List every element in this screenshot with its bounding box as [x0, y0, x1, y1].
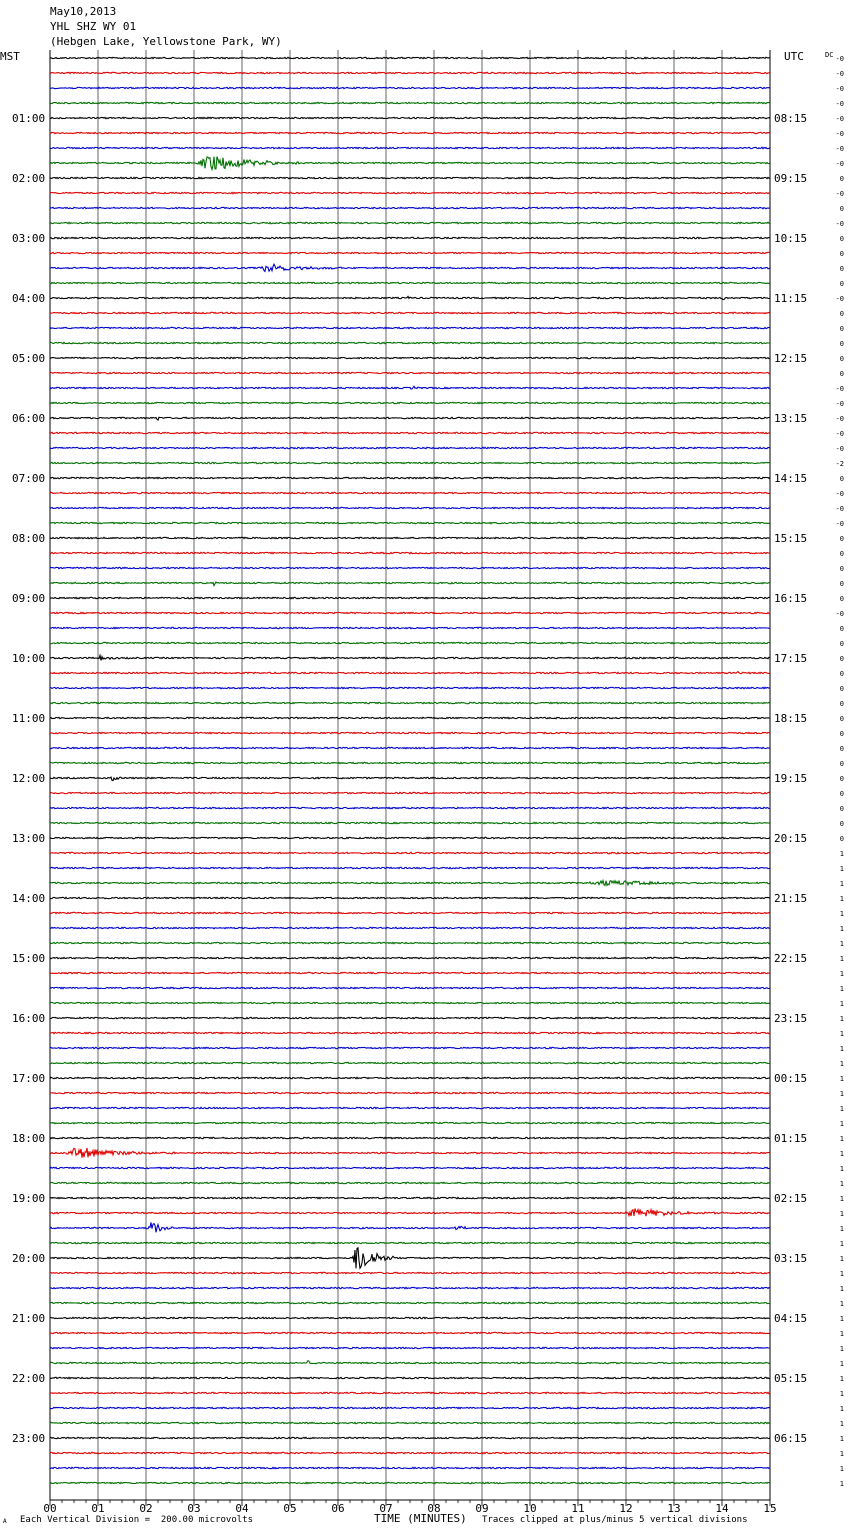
trace-line [50, 612, 770, 613]
dc-offset-value: 0 [839, 565, 844, 573]
x-tick-label: 00 [43, 1502, 57, 1515]
trace-line [50, 732, 770, 733]
dc-offset-value: 0 [839, 475, 844, 483]
trace-line [50, 822, 770, 823]
trace-line [50, 1347, 770, 1348]
dc-offset-value: 1 [839, 850, 844, 858]
dc-offset-value: -0 [835, 100, 844, 108]
right-axis-label: UTC [784, 50, 804, 63]
mst-hour-label: 07:00 [12, 472, 46, 485]
dc-offset-value: 1 [839, 1465, 844, 1473]
trace-line [50, 72, 770, 73]
dc-offset-value: -0 [835, 610, 844, 618]
dc-offset-value: -0 [835, 430, 844, 438]
trace-line [50, 881, 770, 886]
trace-line [50, 342, 770, 343]
utc-hour-label: 08:15 [774, 112, 808, 125]
utc-hour-label: 17:15 [774, 652, 808, 665]
dc-offset-value: 0 [839, 760, 844, 768]
trace-line [50, 1107, 770, 1108]
trace-line [50, 1148, 770, 1158]
station-location: (Hebgen Lake, Yellowstone Park, WY) [50, 35, 282, 48]
dc-offset-value: -0 [835, 130, 844, 138]
dc-offset-value: 1 [839, 1315, 844, 1323]
trace-line [50, 792, 770, 793]
dc-offset-value: 1 [839, 865, 844, 873]
scale-note: Each Vertical Division = 200.00 microvolts [20, 1515, 253, 1525]
dc-offset-value: 1 [839, 910, 844, 918]
dc-offset-value: 1 [839, 1090, 844, 1098]
mst-hour-label: 23:00 [12, 1432, 46, 1445]
trace-line [50, 762, 770, 763]
trace-line [50, 957, 770, 958]
dc-offset-value: 0 [839, 685, 844, 693]
dc-offset-value: 1 [839, 1300, 844, 1308]
trace-line [50, 1272, 770, 1273]
mst-hour-label: 01:00 [12, 112, 46, 125]
trace-line [50, 117, 770, 118]
trace-line [50, 852, 770, 854]
dc-offset-value: 1 [839, 1060, 844, 1068]
trace-line [50, 1437, 770, 1438]
trace-line [50, 1047, 770, 1048]
trace-line [50, 1482, 770, 1483]
mst-hour-label: 04:00 [12, 292, 46, 305]
dc-offset-value: 0 [839, 265, 844, 273]
mst-hour-label: 06:00 [12, 412, 46, 425]
utc-hour-label: 22:15 [774, 952, 808, 965]
trace-line [50, 1452, 770, 1453]
trace-line [50, 462, 770, 463]
dc-offset-value: 1 [839, 1255, 844, 1263]
dc-offset-value: -0 [835, 160, 844, 168]
trace-line [50, 432, 770, 433]
dc-offset-value: 1 [839, 1000, 844, 1008]
trace-line [50, 417, 770, 420]
dc-offset-value: -0 [835, 505, 844, 513]
dc-offset-value: 1 [839, 1435, 844, 1443]
trace-line [50, 1032, 770, 1033]
trace-line [50, 1392, 770, 1393]
trace-line [50, 264, 770, 271]
trace-line [50, 1377, 770, 1378]
dc-offset-value: 1 [839, 1195, 844, 1203]
dc-offset-value: -0 [835, 445, 844, 453]
trace-line [50, 1077, 770, 1078]
trace-line [50, 237, 770, 238]
utc-hour-label: 15:15 [774, 532, 808, 545]
mst-hour-label: 11:00 [12, 712, 46, 725]
dc-offset-value: 1 [839, 1015, 844, 1023]
trace-line [50, 627, 770, 628]
dc-offset-value: -0 [835, 295, 844, 303]
utc-hour-label: 09:15 [774, 172, 808, 185]
trace-line [50, 1222, 770, 1232]
dc-offset-value: 1 [839, 1210, 844, 1218]
dc-offset-value: -0 [835, 520, 844, 528]
mst-hour-label: 12:00 [12, 772, 46, 785]
x-tick-label: 12 [619, 1502, 633, 1515]
dc-offset-value: 0 [839, 835, 844, 843]
dc-offset-value: 1 [839, 1360, 844, 1368]
trace-line [50, 1062, 770, 1063]
mst-hour-label: 10:00 [12, 652, 46, 665]
trace-line [50, 927, 770, 928]
trace-line [50, 252, 770, 253]
utc-hour-label: 14:15 [774, 472, 808, 485]
mst-hour-label: 19:00 [12, 1192, 46, 1205]
utc-hour-label: 18:15 [774, 712, 808, 725]
dc-offset-value: 0 [839, 280, 844, 288]
dc-offset-value: 1 [839, 985, 844, 993]
dc-offset-value: -0 [835, 400, 844, 408]
trace-line [50, 672, 770, 674]
dc-offset-value: 0 [839, 340, 844, 348]
mst-hour-label: 03:00 [12, 232, 46, 245]
dc-offset-value: 0 [839, 310, 844, 318]
dc-offset-value: 1 [839, 1420, 844, 1428]
trace-line [50, 1302, 770, 1303]
trace-line [50, 1361, 770, 1364]
trace-line [50, 1242, 770, 1243]
trace-line [50, 1122, 770, 1123]
dc-offset-value: 1 [839, 1150, 844, 1158]
dc-offset-value: -0 [835, 70, 844, 78]
mst-hour-label: 22:00 [12, 1372, 46, 1385]
trace-line [50, 987, 770, 988]
x-tick-label: 10 [523, 1502, 537, 1515]
traces [50, 57, 770, 1483]
dc-offset-value: -0 [835, 490, 844, 498]
dc-offset-value: 1 [839, 1165, 844, 1173]
trace-line [50, 942, 770, 943]
trace-line [50, 477, 770, 478]
dc-offset-value: -0 [835, 385, 844, 393]
trace-line [50, 102, 770, 103]
mst-hour-label: 17:00 [12, 1072, 46, 1085]
dc-offset-value: 1 [839, 1375, 844, 1383]
utc-hour-label: 20:15 [774, 832, 808, 845]
mst-hour-label: 09:00 [12, 592, 46, 605]
utc-hour-label: 19:15 [774, 772, 808, 785]
dc-offset-value: 1 [839, 1225, 844, 1233]
axis-labels [0, 50, 844, 1515]
mst-hour-label: 20:00 [12, 1252, 46, 1265]
trace-line [50, 507, 770, 508]
trace-line [50, 57, 770, 58]
trace-line [50, 837, 770, 838]
x-tick-label: 13 [667, 1502, 681, 1515]
trace-line [50, 1332, 770, 1333]
trace-line [50, 972, 770, 973]
trace-line [50, 282, 770, 283]
trace-line [50, 777, 770, 781]
dc-offset-value: -0 [835, 190, 844, 198]
dc-offset-value: 0 [839, 355, 844, 363]
trace-line [50, 207, 770, 208]
dc-offset-value: 1 [839, 1180, 844, 1188]
x-tick-label: 03 [187, 1502, 201, 1515]
dc-offset-value: 1 [839, 1105, 844, 1113]
trace-line [50, 597, 770, 598]
dc-offset-value: 1 [839, 895, 844, 903]
trace-line [50, 296, 770, 299]
dc-offset-value: 1 [839, 1135, 844, 1143]
mst-hour-label: 08:00 [12, 532, 46, 545]
trace-line [50, 702, 770, 703]
trace-line [50, 642, 770, 643]
dc-offset-value: 0 [839, 595, 844, 603]
trace-line [50, 1248, 770, 1269]
x-tick-label: 05 [283, 1502, 297, 1515]
trace-line [50, 447, 770, 448]
dc-offset-value: 1 [839, 1330, 844, 1338]
mst-hour-label: 21:00 [12, 1312, 46, 1325]
trace-line [50, 357, 770, 358]
trace-line [50, 132, 770, 133]
dc-offset-value: 0 [839, 655, 844, 663]
utc-hour-label: 10:15 [774, 232, 808, 245]
dc-offset-value: 0 [839, 625, 844, 633]
utc-hour-label: 16:15 [774, 592, 808, 605]
dc-offset-value: 1 [839, 1045, 844, 1053]
trace-line [50, 1209, 770, 1217]
trace-line [50, 537, 770, 538]
utc-hour-label: 03:15 [774, 1252, 808, 1265]
dc-offset-value: 1 [839, 1075, 844, 1083]
trace-line [50, 492, 770, 493]
dc-offset-value: 1 [839, 925, 844, 933]
dc-offset-value: 0 [839, 700, 844, 708]
trace-line [50, 1182, 770, 1183]
x-tick-label: 08 [427, 1502, 441, 1515]
dc-offset-value: -0 [835, 55, 844, 63]
dc-offset-value: 0 [839, 730, 844, 738]
dc-offset-value: -0 [835, 115, 844, 123]
trace-line [50, 1287, 770, 1288]
trace-line [50, 222, 770, 223]
x-tick-label: 14 [715, 1502, 729, 1515]
utc-hour-label: 05:15 [774, 1372, 808, 1385]
dc-offset-value: 1 [839, 1285, 844, 1293]
x-tick-label: 01 [91, 1502, 105, 1515]
x-tick-label: 07 [379, 1502, 393, 1515]
trace-line [50, 717, 770, 718]
dc-offset-value: 0 [839, 250, 844, 258]
dc-offset-value: 0 [839, 640, 844, 648]
trace-line [50, 402, 770, 403]
trace-line [50, 147, 770, 148]
mst-hour-label: 02:00 [12, 172, 46, 185]
dc-offset-value: -0 [835, 85, 844, 93]
utc-hour-label: 23:15 [774, 1012, 808, 1025]
dc-offset-value: 0 [839, 580, 844, 588]
utc-hour-label: 01:15 [774, 1132, 808, 1145]
dc-offset-value: 0 [839, 670, 844, 678]
left-axis-label: MST [0, 50, 20, 63]
utc-hour-label: 13:15 [774, 412, 808, 425]
x-tick-label: 06 [331, 1502, 345, 1515]
trace-line [50, 1197, 770, 1198]
x-tick-label: 09 [475, 1502, 489, 1515]
trace-line [50, 807, 770, 808]
dc-offset-value: 0 [839, 745, 844, 753]
dc-offset-value: 1 [839, 955, 844, 963]
corner-mark: A [3, 1518, 7, 1525]
trace-line [50, 655, 770, 660]
x-tick-label: 02 [139, 1502, 153, 1515]
trace-line [50, 1467, 770, 1468]
x-axis-title: TIME (MINUTES) [374, 1512, 467, 1525]
trace-line [50, 386, 770, 389]
dc-offset-value: 0 [839, 370, 844, 378]
dc-offset-value: 0 [839, 175, 844, 183]
mst-hour-label: 14:00 [12, 892, 46, 905]
mst-hour-label: 13:00 [12, 832, 46, 845]
trace-line [50, 912, 770, 913]
mst-hour-label: 15:00 [12, 952, 46, 965]
trace-line [50, 157, 770, 170]
station-code: YHL SHZ WY 01 [50, 20, 137, 33]
dc-offset-value: 0 [839, 715, 844, 723]
dc-offset-value: 0 [839, 775, 844, 783]
mst-hour-label: 05:00 [12, 352, 46, 365]
trace-line [50, 1017, 770, 1018]
trace-line [50, 567, 770, 568]
trace-line [50, 1167, 770, 1168]
trace-line [50, 327, 770, 328]
dc-offset-value: 0 [839, 820, 844, 828]
trace-line [50, 1317, 770, 1318]
dc-offset-value: 0 [839, 805, 844, 813]
utc-hour-label: 06:15 [774, 1432, 808, 1445]
dc-offset-value: 1 [839, 1390, 844, 1398]
utc-hour-label: 00:15 [774, 1072, 808, 1085]
trace-line [50, 1092, 770, 1093]
dc-offset-value: 1 [839, 970, 844, 978]
dc-offset-value: 1 [839, 1345, 844, 1353]
trace-line [50, 1422, 770, 1423]
dc-offset-value: 1 [839, 1030, 844, 1038]
dc-offset-value: -0 [835, 220, 844, 228]
trace-line [50, 867, 770, 868]
dc-offset-value: -2 [835, 460, 844, 468]
dc-offset-value: 1 [839, 1450, 844, 1458]
dc-offset-value: 1 [839, 1240, 844, 1248]
trace-line [50, 552, 770, 553]
utc-hour-label: 12:15 [774, 352, 808, 365]
utc-hour-label: 21:15 [774, 892, 808, 905]
dc-offset-value: 0 [839, 550, 844, 558]
dc-offset-value: 1 [839, 940, 844, 948]
dc-offset-value: 1 [839, 1270, 844, 1278]
dc-offset-value: 1 [839, 1120, 844, 1128]
utc-hour-label: 02:15 [774, 1192, 808, 1205]
dc-offset-value: -0 [835, 415, 844, 423]
dc-offset-value: 0 [839, 325, 844, 333]
trace-line [50, 177, 770, 178]
dc-offset-value: 0 [839, 535, 844, 543]
trace-line [50, 582, 770, 586]
utc-hour-label: 04:15 [774, 1312, 808, 1325]
trace-line [50, 1137, 770, 1138]
mst-hour-label: 16:00 [12, 1012, 46, 1025]
dc-offset-value: 1 [839, 880, 844, 888]
trace-line [50, 312, 770, 313]
chart-date: May10,2013 [50, 5, 117, 18]
trace-line [50, 897, 770, 898]
dc-label: DC [825, 51, 834, 59]
dc-offset-value: 1 [839, 1480, 844, 1488]
mst-hour-label: 18:00 [12, 1132, 46, 1145]
trace-line [50, 192, 770, 193]
x-tick-label: 15 [763, 1502, 777, 1515]
clip-note: Traces clipped at plus/minus 5 vertical divisions [482, 1515, 748, 1525]
utc-hour-label: 11:15 [774, 292, 808, 305]
trace-line [50, 87, 770, 88]
trace-line [50, 687, 770, 688]
trace-line [50, 1002, 770, 1003]
dc-offset-value: 0 [839, 235, 844, 243]
x-tick-label: 11 [571, 1502, 585, 1515]
trace-line [50, 1407, 770, 1408]
trace-line [50, 522, 770, 523]
trace-line [50, 747, 770, 748]
dc-offset-value: 0 [839, 790, 844, 798]
dc-offset-value: 1 [839, 1405, 844, 1413]
x-tick-label: 04 [235, 1502, 249, 1515]
dc-offset-value: 0 [839, 205, 844, 213]
trace-line [50, 372, 770, 373]
dc-offset-value: -0 [835, 145, 844, 153]
